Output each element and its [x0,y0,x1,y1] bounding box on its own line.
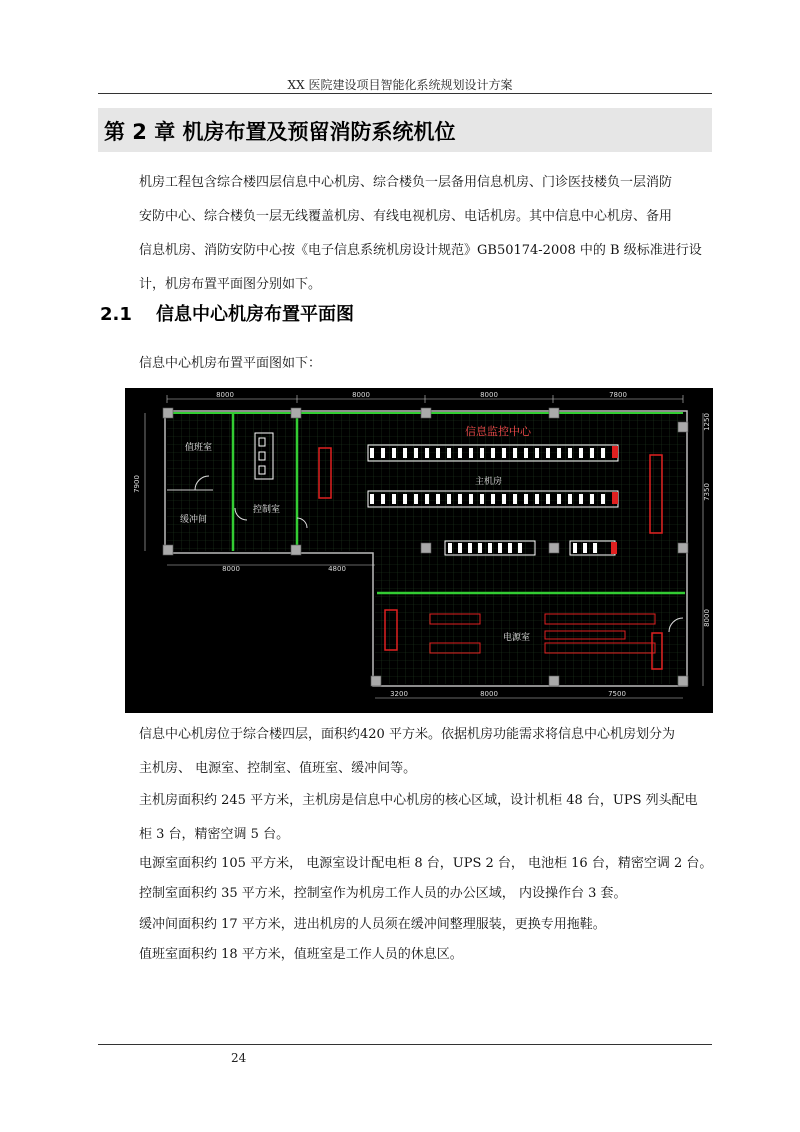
room-label-main: 主机房 [475,477,503,487]
section-heading [100,300,354,326]
section-title: 信息中心机房布置平面图 [156,304,354,325]
section-number: 2.1 [100,304,132,325]
page-number: 24 [231,1051,247,1065]
dim-top-4: 7800 [609,391,627,399]
dim-left: 7900 [133,475,141,493]
dim-top-1: 8000 [216,391,234,399]
running-header: XX 医院建设项目智能化系统规划设计方案 [287,78,513,92]
room-label-power: 电源室 [503,633,531,643]
body-line: 柜 3 台，精密空调 5 台。 [139,827,290,842]
pdu-3 [611,542,617,554]
body-paragraph-6 [139,938,713,972]
body-paragraph-1 [139,718,713,786]
chapter-heading-bar [98,108,712,152]
upper-floor-grid [167,413,685,551]
dim-mid-2: 4800 [328,565,346,573]
body-paragraph-2 [139,784,713,852]
body-paragraph-5 [139,908,713,942]
dim-bottom-3: 7500 [608,690,626,698]
dim-right-2: 7350 [703,483,711,501]
room-label-control: 控制室 [253,505,281,515]
dim-right-1: 1250 [703,413,711,431]
dim-top-3: 8000 [480,391,498,399]
dim-right-3: 8000 [703,609,711,627]
dim-bottom-2: 8000 [480,690,498,698]
pdu-2 [612,492,618,504]
body-paragraph-3 [139,847,729,881]
floorplan-drawing [125,388,713,713]
body-line: 主机房、 电源室、控制室、值班室、缓冲间等。 [139,761,417,776]
body-line: 控制室面积约 35 平方米，控制室作为机房工作人员的办公区域， 内设操作台 3 套。 [139,886,627,901]
floorplan-figure [125,388,713,713]
dim-bottom-1: 3200 [390,690,408,698]
dim-top-2: 8000 [352,391,370,399]
body-line: 主机房面积约 245 平方米，主机房是信息中心机房的核心区域，设计机柜 48 台，UPS 列头配电 [139,793,698,808]
body-line: 值班室面积约 18 平方米，值班室是工作人员的休息区。 [139,947,463,962]
room-label-buffer: 缓冲间 [180,515,208,525]
body-line: 缓冲间面积约 17 平方米，进出机房的人员须在缓冲间整理服装，更换专用拖鞋。 [139,917,606,932]
lower-floor-grid [375,551,685,684]
figure-caption: 信息中心机房布置平面图如下： [139,356,322,371]
dim-mid-1: 8000 [222,565,240,573]
footer-rule [98,1044,712,1045]
pdu-1 [612,446,618,458]
intro-line: 计，机房布置平面图分别如下。 [139,277,322,292]
intro-paragraph [139,166,713,302]
intro-line: 信息机房、消防安防中心按《电子信息系统机房设计规范》GB50174-2008 中的 B 级标准进行设 [139,243,702,258]
intro-line: 机房工程包含综合楼四层信息中心机房、综合楼负一层备用信息机房、门诊医技楼负一层消防 [139,175,673,190]
chapter-title: 第 2 章 机房布置及预留消防系统机位 [104,120,456,144]
header-rule [98,93,712,94]
intro-line: 安防中心、综合楼负一层无线覆盖机房、有线电视机房、电话机房。其中信息中心机房、备用 [139,209,673,224]
body-line: 电源室面积约 105 平方米， 电源室设计配电柜 8 台，UPS 2 台， 电池柜 16 台，精密空调 2 台。 [139,856,713,871]
room-label-duty: 值班室 [185,443,213,453]
room-label-monitor: 信息监控中心 [465,425,531,438]
body-paragraph-4 [139,877,713,911]
body-line: 信息中心机房位于综合楼四层，面积约420 平方米。依据机房功能需求将信息中心机房划分为 [139,727,675,742]
